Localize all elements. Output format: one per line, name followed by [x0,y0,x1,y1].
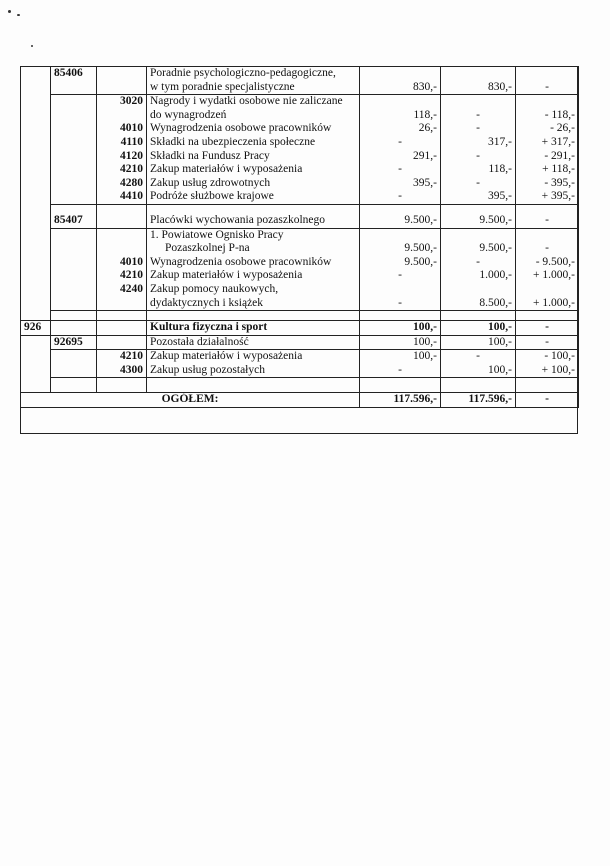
amount-difference: - [516,335,579,350]
total-v2: 117.596,- [441,392,516,407]
item-name: Podróże służbowe krajowe [147,190,360,204]
chapter-code [51,321,97,336]
item-name: dydaktycznych i książek [147,297,360,311]
paragraph-code: 4240 [97,283,147,297]
section-code [21,150,51,164]
amount-increase: 317,- [441,136,516,150]
paragraph-code: 4280 [97,177,147,191]
item-name: Składki na Fundusz Pracy [147,150,360,164]
table-row [21,109,579,123]
amount-increase: - [441,177,516,191]
item-name: Zakup usług pozostałych [147,364,360,378]
paragraph-code [97,67,147,81]
amount-difference [516,67,579,81]
amount-difference: - 118,- [516,109,579,123]
amount-difference: - 9.500,- [516,256,579,270]
amount-difference: + 1.000,- [516,269,579,283]
amount-difference: + 100,- [516,364,579,378]
amount-decrease: 9.500,- [360,214,441,228]
amount-difference: + 317,- [516,136,579,150]
amount-decrease: - [360,297,441,311]
item-name: Zakup materiałów i wyposażenia [147,163,360,177]
table-row [21,256,579,270]
gap-cell [516,311,579,321]
table-row [21,122,579,136]
amount-decrease: 291,- [360,150,441,164]
scan-speck [17,14,20,16]
chapter-code [51,177,97,191]
item-name: Zakup usług zdrowotnych [147,177,360,191]
amount-difference: - 291,- [516,150,579,164]
amount-difference: - 100,- [516,350,579,364]
table-row [21,321,579,336]
paragraph-code [97,214,147,228]
paragraph-code: 4300 [97,364,147,378]
amount-increase [441,283,516,297]
paragraph-code: 4010 [97,122,147,136]
paragraph-code [97,335,147,350]
amount-difference: - [516,214,579,228]
amount-decrease: 118,- [360,109,441,123]
section-code [21,283,51,297]
amount-difference: - [516,81,579,95]
gap-cell [97,311,147,321]
chapter-code: 92695 [51,335,97,350]
amount-increase: 100,- [441,364,516,378]
table-row [21,214,579,228]
item-name: Zakup pomocy naukowych, [147,283,360,297]
table-row [21,364,579,378]
gap-cell [441,204,516,214]
table-row [21,297,579,311]
table-row [21,150,579,164]
gap-cell [97,378,147,393]
table-row [21,81,579,95]
paragraph-code: 3020 [97,95,147,109]
item-name: Zakup materiałów i wyposażenia [147,350,360,364]
paragraph-code: 4410 [97,190,147,204]
amount-decrease: - [360,163,441,177]
item-name: Poradnie psychologiczno-pedagogiczne, [147,67,360,81]
amount-increase: 100,- [441,335,516,350]
table-row [21,283,579,297]
paragraph-code [97,109,147,123]
chapter-code [51,364,97,378]
amount-decrease: 100,- [360,350,441,364]
scan-speck [31,45,33,47]
gap-cell [21,204,51,214]
paragraph-code [97,81,147,95]
section-code [21,256,51,270]
item-name: do wynagrodzeń [147,109,360,123]
table-row [21,163,579,177]
section-code [21,122,51,136]
amount-difference: + 395,- [516,190,579,204]
amount-difference [516,228,579,242]
amount-increase: - [441,122,516,136]
paragraph-code [97,242,147,256]
amount-decrease: 9.500,- [360,242,441,256]
amount-increase: - [441,150,516,164]
chapter-code [51,163,97,177]
amount-increase: 8.500,- [441,297,516,311]
chapter-code [51,95,97,109]
section-code [21,350,51,364]
gap-cell [147,378,360,393]
table-row [21,228,579,242]
amount-decrease [360,283,441,297]
section-code [21,269,51,283]
gap-cell [147,204,360,214]
scan-speck [8,10,11,13]
section-code [21,81,51,95]
paragraph-code: 4110 [97,136,147,150]
section-code [21,67,51,81]
paragraph-code: 4210 [97,350,147,364]
gap-cell [360,378,441,393]
amount-increase: - [441,350,516,364]
amount-difference: - [516,242,579,256]
gap-cell [516,378,579,393]
amount-difference: + 1.000,- [516,297,579,311]
chapter-code [51,190,97,204]
gap-cell [21,311,51,321]
amount-increase: - [441,109,516,123]
chapter-code [51,81,97,95]
amount-increase: 830,- [441,81,516,95]
section-code [21,364,51,378]
chapter-code [51,122,97,136]
paragraph-code: 4010 [97,256,147,270]
total-v3: - [516,392,579,407]
chapter-code: 85407 [51,214,97,228]
amount-decrease [360,95,441,109]
section-code: 926 [21,321,51,336]
section-code [21,335,51,350]
row-gap [21,311,579,321]
amount-increase [441,67,516,81]
table-row [21,269,579,283]
chapter-code [51,136,97,150]
section-code [21,190,51,204]
amount-difference [516,283,579,297]
gap-cell [51,204,97,214]
amount-decrease: 9.500,- [360,256,441,270]
amount-decrease [360,67,441,81]
gap-cell [147,311,360,321]
section-code [21,177,51,191]
row-gap [21,204,579,214]
amount-decrease [360,228,441,242]
chapter-code [51,109,97,123]
section-code [21,297,51,311]
paragraph-code: 4210 [97,163,147,177]
amount-increase [441,95,516,109]
section-code [21,109,51,123]
gap-cell [516,204,579,214]
chapter-code [51,297,97,311]
chapter-code [51,269,97,283]
item-name: Pozaszkolnej P-na [147,242,360,256]
amount-increase: 395,- [441,190,516,204]
item-name: Placówki wychowania pozaszkolnego [147,214,360,228]
amount-increase [441,228,516,242]
amount-decrease: - [360,269,441,283]
section-code [21,242,51,256]
table-row [21,136,579,150]
amount-difference: - 395,- [516,177,579,191]
gap-cell [360,204,441,214]
item-name: w tym poradnie specjalistyczne [147,81,360,95]
amount-difference: - 26,- [516,122,579,136]
table-row [21,335,579,350]
amount-difference [516,95,579,109]
paragraph-code [97,297,147,311]
chapter-code [51,150,97,164]
gap-cell [441,311,516,321]
amount-decrease: 830,- [360,81,441,95]
section-code [21,214,51,228]
section-code [21,95,51,109]
table-row [21,190,579,204]
table-row [21,95,579,109]
chapter-code [51,256,97,270]
item-name: 1. Powiatowe Ognisko Pracy [147,228,360,242]
amount-decrease: 26,- [360,122,441,136]
item-name: Nagrody i wydatki osobowe nie zaliczane [147,95,360,109]
item-name: Pozostała działalność [147,335,360,350]
chapter-code [51,283,97,297]
total-row [21,392,579,407]
paragraph-code: 4210 [97,269,147,283]
budget-table [20,66,579,408]
item-name: Kultura fizyczna i sport [147,321,360,336]
amount-increase: 9.500,- [441,242,516,256]
total-label: OGÓŁEM: [21,392,360,407]
amount-decrease: 395,- [360,177,441,191]
amount-increase: 100,- [441,321,516,336]
amount-increase: - [441,256,516,270]
amount-increase: 1.000,- [441,269,516,283]
paragraph-code [97,321,147,336]
gap-cell [441,378,516,393]
gap-cell [360,311,441,321]
table-row [21,350,579,364]
table-row [21,177,579,191]
amount-difference: + 118,- [516,163,579,177]
amount-decrease: 100,- [360,335,441,350]
section-code [21,163,51,177]
item-name: Zakup materiałów i wyposażenia [147,269,360,283]
amount-increase: 9.500,- [441,214,516,228]
amount-increase: 118,- [441,163,516,177]
amount-difference: - [516,321,579,336]
paragraph-code: 4120 [97,150,147,164]
gap-cell [51,311,97,321]
amount-decrease: - [360,136,441,150]
row-gap [21,378,579,393]
gap-cell [21,378,51,393]
amount-decrease: 100,- [360,321,441,336]
chapter-code: 85406 [51,67,97,81]
paragraph-code [97,228,147,242]
amount-decrease: - [360,190,441,204]
total-v1: 117.596,- [360,392,441,407]
item-name: Składki na ubezpieczenia społeczne [147,136,360,150]
section-code [21,136,51,150]
section-code [21,228,51,242]
item-name: Wynagrodzenia osobowe pracowników [147,122,360,136]
amount-decrease: - [360,364,441,378]
item-name: Wynagrodzenia osobowe pracowników [147,256,360,270]
chapter-code [51,228,97,242]
gap-cell [51,378,97,393]
gap-cell [97,204,147,214]
chapter-code [51,350,97,364]
table-row [21,242,579,256]
chapter-code [51,242,97,256]
table-row [21,67,579,81]
